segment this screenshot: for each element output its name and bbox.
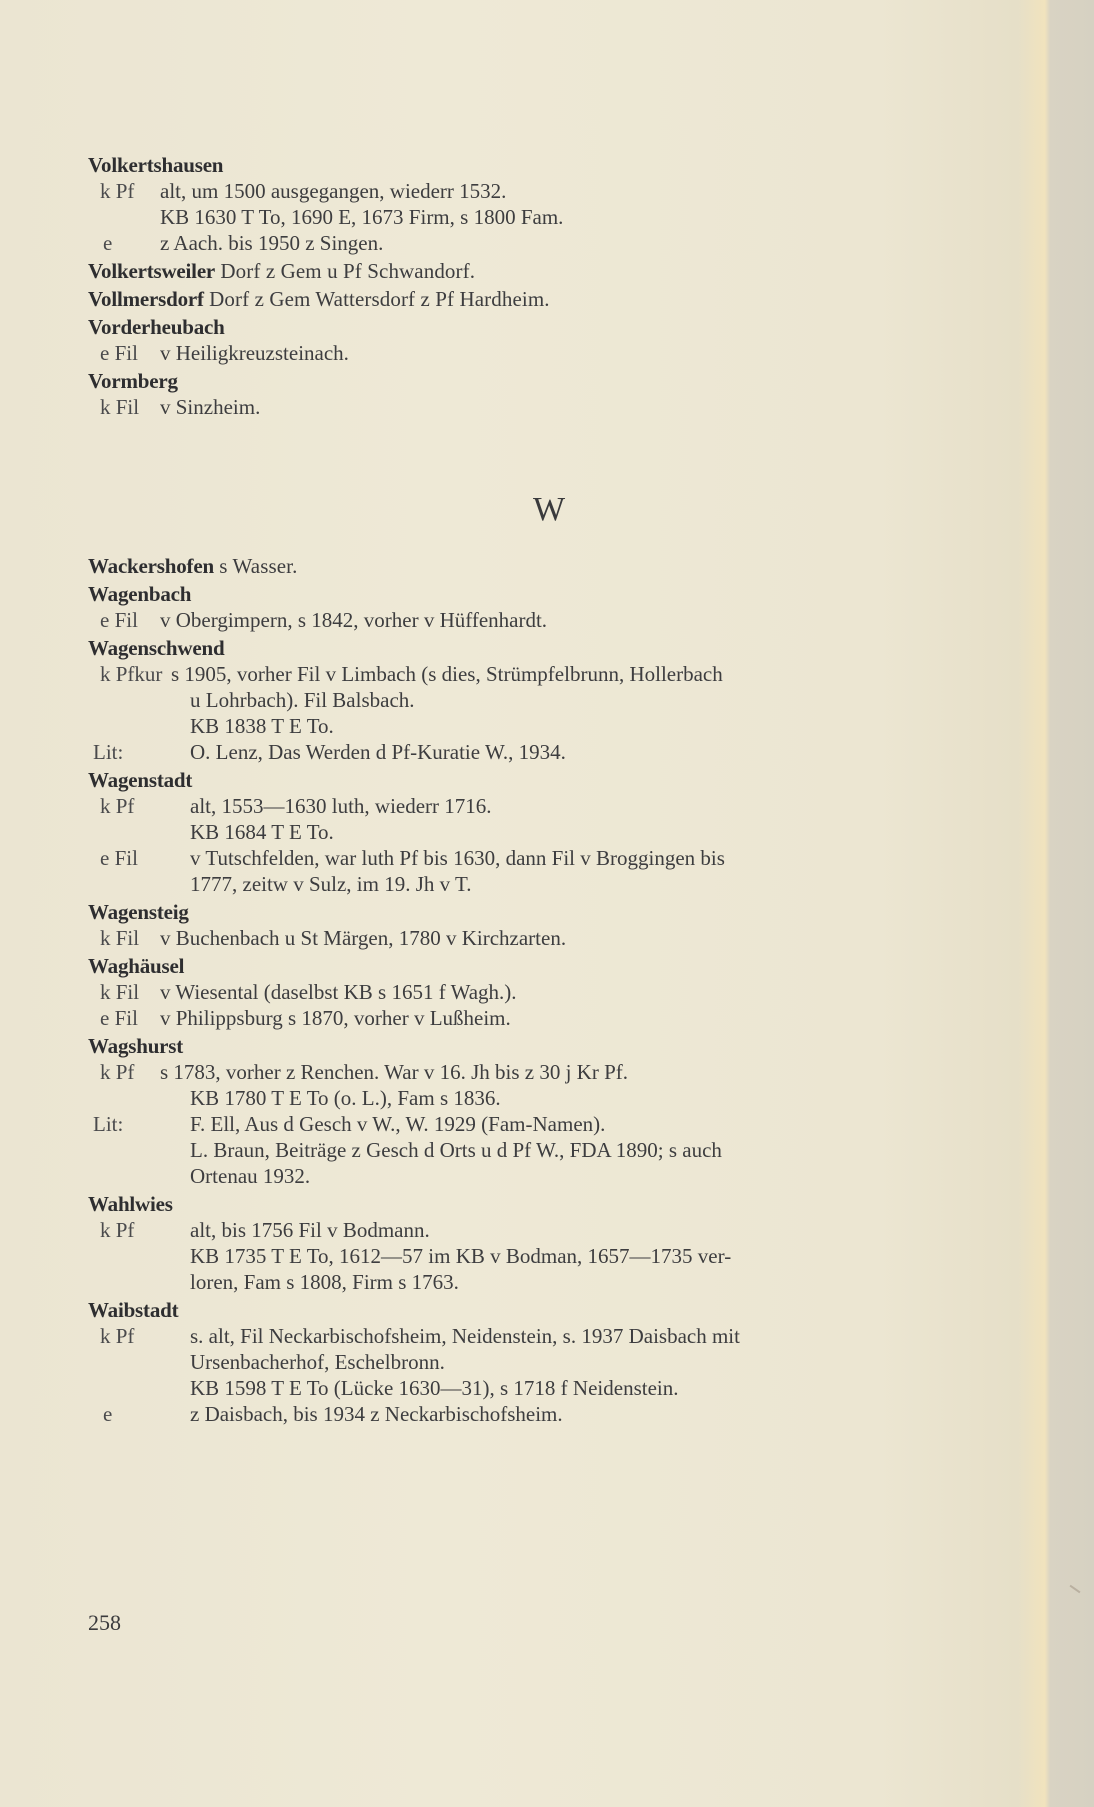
entry-text: v Sinzheim.: [160, 395, 261, 419]
entry-text: z Aach. bis 1950 z Singen.: [160, 231, 384, 255]
entry-label: e: [103, 231, 113, 255]
entry-text: F. Ell, Aus d Gesch v W., W. 1929 (Fam-Namen).: [190, 1112, 606, 1136]
entry-label: e Fil: [100, 1006, 138, 1030]
headword: Wagenstadt: [88, 768, 193, 792]
headword: Vorderheubach: [88, 315, 225, 339]
entry-text: s 1783, vorher z Renchen. War v 16. Jh bis z 30 j Kr Pf.: [160, 1060, 629, 1084]
entry-label: e Fil: [100, 608, 138, 632]
entry-text: s 1905, vorher Fil v Limbach (s dies, Strümpfelbrunn, Hollerbach: [171, 662, 723, 686]
entry-text: alt, bis 1756 Fil v Bodmann.: [190, 1218, 430, 1242]
entry-label: k Pf: [100, 1060, 135, 1084]
entry-text: s. alt, Fil Neckarbischofsheim, Neidenstein, s. 1937 Daisbach mit: [190, 1324, 740, 1348]
headword: Wagshurst: [88, 1034, 184, 1058]
headword: Volkertshausen: [88, 153, 224, 177]
section-letter: W: [532, 491, 566, 528]
entry-label: k Fil: [100, 395, 140, 419]
entry-text: KB 1780 T E To (o. L.), Fam s 1836.: [190, 1086, 501, 1110]
headword: Wagensteig: [88, 900, 189, 924]
headword: Waibstadt: [88, 1298, 179, 1322]
entry-text: Ortenau 1932.: [190, 1164, 311, 1188]
entry-text: Dorf z Gem u Pf Schwandorf.: [220, 259, 476, 283]
entry-label: k Pf: [100, 1324, 135, 1348]
entry-text: loren, Fam s 1808, Firm s 1763.: [190, 1270, 459, 1294]
entry-text: O. Lenz, Das Werden d Pf-Kuratie W., 1934.: [190, 740, 566, 764]
entry-text: s Wasser.: [219, 554, 298, 578]
headword: Volkertsweiler: [88, 259, 216, 283]
entry-text: KB 1630 T To, 1690 E, 1673 Firm, s 1800 Fam.: [160, 205, 564, 229]
entry-label: k Pf: [100, 794, 135, 818]
headword: Vollmersdorf: [88, 287, 204, 311]
entry-label: e: [103, 1402, 113, 1426]
entry-text: v Philippsburg s 1870, vorher v Lußheim.: [160, 1006, 511, 1030]
entry-text: KB 1735 T E To, 1612—57 im KB v Bodman, 1657—1735 ver-: [190, 1244, 732, 1268]
entry-label: Lit:: [93, 1112, 124, 1136]
page-number: 258: [88, 1610, 121, 1635]
entry-label: k Pfkur: [100, 662, 163, 686]
entry-text: Ursenbacherhof, Eschelbronn.: [190, 1350, 445, 1374]
headword: Vormberg: [88, 369, 178, 393]
headword: Wagenschwend: [88, 636, 225, 660]
inline-entry: [88, 553, 297, 579]
entry-label: e Fil: [100, 341, 138, 365]
entry-text: KB 1598 T E To (Lücke 1630—31), s 1718 f Neidenstein.: [190, 1376, 679, 1400]
headword: Waghäusel: [88, 954, 185, 978]
entry-label: e Fil: [100, 846, 138, 870]
entry-text: L. Braun, Beiträge z Gesch d Orts u d Pf W., FDA 1890; s auch: [190, 1138, 722, 1162]
entry-label: k Pf: [100, 179, 135, 203]
entry-text: alt, um 1500 ausgegangen, wiederr 1532.: [160, 179, 507, 203]
entry-text: u Lohrbach). Fil Balsbach.: [190, 688, 415, 712]
entry-text: z Daisbach, bis 1934 z Neckarbischofsheim.: [190, 1402, 563, 1426]
entry-label: Lit:: [93, 740, 124, 764]
inline-entry: [88, 258, 475, 284]
entry-label: k Fil: [100, 926, 140, 950]
scan-mark: [1070, 1585, 1081, 1594]
entry-text: 1777, zeitw v Sulz, im 19. Jh v T.: [190, 872, 472, 896]
entry-text: KB 1838 T E To.: [190, 714, 334, 738]
entry-text: alt, 1553—1630 luth, wiederr 1716.: [190, 794, 492, 818]
headword: Wackershofen: [88, 554, 214, 578]
entry-text: Dorf z Gem Wattersdorf z Pf Hardheim.: [209, 287, 550, 311]
entry-text: v Wiesental (daselbst KB s 1651 f Wagh.).: [160, 980, 517, 1004]
entry-text: v Tutschfelden, war luth Pf bis 1630, dann Fil v Broggingen bis: [190, 846, 725, 870]
headword: Wagenbach: [88, 582, 192, 606]
entry-label: k Pf: [100, 1218, 135, 1242]
inline-entry: [88, 286, 550, 312]
entry-label: k Fil: [100, 980, 140, 1004]
entry-text: v Obergimpern, s 1842, vorher v Hüffenhardt.: [160, 608, 548, 632]
entry-text: v Buchenbach u St Märgen, 1780 v Kirchzarten.: [160, 926, 567, 950]
entry-text: KB 1684 T E To.: [190, 820, 334, 844]
entry-text: v Heiligkreuzsteinach.: [160, 341, 349, 365]
headword: Wahlwies: [88, 1192, 173, 1216]
